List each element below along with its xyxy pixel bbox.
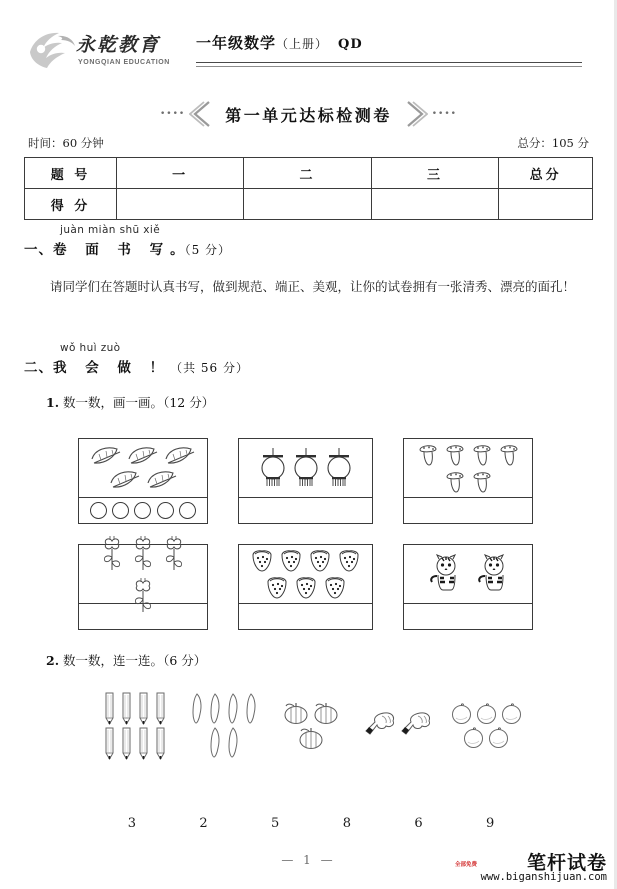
question-1-text: 数一数，画一画。	[63, 395, 164, 410]
cabbage-icon	[400, 710, 434, 740]
score-header-label: 题 号	[25, 158, 117, 189]
carrot-icon-group	[184, 686, 264, 764]
strawberry-icon	[336, 548, 362, 573]
flower-icon	[160, 533, 188, 573]
section-two-title	[24, 356, 584, 376]
picture-box-strawberry-images	[239, 545, 372, 604]
orange-icon	[462, 726, 485, 749]
acorn-icon	[470, 442, 494, 467]
section-one	[24, 224, 584, 258]
subject-grade: 一年级数学	[196, 34, 277, 52]
score-header-2: 二	[244, 158, 371, 189]
question-1-boxes	[78, 438, 533, 630]
pumpkin-icon	[282, 701, 310, 725]
leaf-icon	[145, 469, 179, 491]
section-two-pinyin: wǒ huì zuò	[60, 342, 121, 354]
question-1-row-2	[78, 544, 533, 630]
picture-box-acorn-answer[interactable]	[404, 498, 532, 523]
carrot-icon	[243, 692, 259, 725]
watermark-url: www.biganshijuan.com	[480, 871, 607, 883]
number-option[interactable]: 8	[342, 816, 351, 831]
question-2-text: 数一数，连一连。	[63, 653, 164, 668]
section-two-number: 二、	[24, 360, 53, 376]
question-2-points: （6 分）	[163, 653, 207, 668]
pencil-icon	[120, 726, 135, 760]
question-1-row-1	[78, 438, 533, 524]
picture-box-acorn-images	[404, 439, 532, 498]
chevron-left-ornament-icon	[160, 101, 211, 127]
lantern-icon	[291, 447, 321, 489]
publisher-name-cn: 永乾教育	[76, 34, 161, 56]
image-group-pencil[interactable]	[96, 686, 176, 764]
lantern-icon-group	[239, 439, 372, 497]
score-table	[24, 157, 593, 220]
question-1-points: （12 分）	[163, 395, 215, 410]
question-2-number-options	[96, 816, 526, 831]
picture-box-leaf-images	[79, 439, 207, 498]
score-cell-2[interactable]	[244, 189, 371, 220]
leaf-icon	[108, 469, 142, 491]
swoosh-logo-icon	[28, 30, 76, 70]
answer-circle	[157, 502, 174, 519]
question-2-label: 2.	[46, 653, 60, 668]
answer-circle	[90, 502, 107, 519]
cabbage-icon	[364, 710, 398, 740]
question-2-image-groups	[96, 686, 526, 764]
picture-box-strawberry[interactable]	[238, 544, 373, 630]
picture-box-flower-answer[interactable]	[79, 604, 207, 629]
section-one-body	[24, 272, 590, 302]
carrot-icon	[207, 726, 223, 759]
section-one-body-text: 请同学们在答题时认真书写，做到规范、端正、美观，让你的试卷拥有一张清秀、漂亮的面孔！	[50, 279, 576, 294]
leaf-icon	[126, 445, 160, 467]
table-row-headers	[25, 158, 593, 189]
exam-title-row	[0, 98, 617, 130]
carrot-icon	[225, 726, 241, 759]
picture-box-lantern-answer[interactable]	[239, 498, 372, 523]
question-2-prompt	[46, 651, 206, 669]
section-two-label: 我 会 做 ！	[53, 360, 171, 376]
picture-box-flower[interactable]	[78, 544, 208, 630]
picture-box-tiger-answer[interactable]	[404, 604, 532, 629]
strawberry-icon	[249, 548, 275, 573]
score-row-label: 得 分	[25, 189, 117, 220]
volume-label: （上册）	[276, 37, 329, 51]
section-one-title	[24, 238, 584, 258]
pumpkin-icon	[312, 701, 340, 725]
lantern-icon	[324, 447, 354, 489]
picture-box-flower-images	[79, 545, 207, 604]
strawberry-icon-group	[239, 545, 372, 603]
orange-icon	[450, 702, 473, 725]
cabbage-icon-group	[359, 686, 439, 764]
leaf-icon-group	[79, 439, 207, 497]
question-2-matching	[96, 686, 526, 846]
lantern-icon	[258, 447, 288, 489]
section-one-pinyin: juàn miàn shū xiě	[60, 224, 161, 236]
score-header-1: 一	[116, 158, 243, 189]
number-option[interactable]: 3	[127, 816, 136, 831]
section-one-punct: 。	[170, 242, 185, 258]
page-number: — 1 —	[281, 853, 336, 867]
page-header	[0, 24, 617, 86]
strawberry-icon	[307, 548, 333, 573]
answer-circle	[112, 502, 129, 519]
score-cell-total[interactable]	[499, 189, 593, 220]
ornament-dots-right: ••••	[431, 109, 457, 119]
leaf-icon	[89, 445, 123, 467]
picture-box-acorn[interactable]	[403, 438, 533, 524]
carrot-icon	[207, 692, 223, 725]
page-title	[196, 32, 363, 53]
section-one-number: 一、	[24, 242, 53, 258]
pumpkin-icon-group	[271, 686, 351, 764]
pencil-icon	[154, 726, 169, 760]
pencil-icon	[137, 691, 152, 725]
flower-icon-group	[79, 545, 207, 603]
carrot-icon	[189, 692, 205, 725]
watermark-free-badge: 全部免费	[455, 862, 478, 868]
question-1-label: 1.	[46, 395, 60, 410]
picture-box-leaf[interactable]	[78, 438, 208, 524]
header-rule-top	[196, 62, 582, 63]
exam-meta	[28, 135, 589, 153]
chevron-right-ornament-icon	[406, 101, 457, 127]
acorn-icon	[443, 442, 467, 467]
answer-circle	[134, 502, 151, 519]
number-option[interactable]: 5	[271, 816, 280, 831]
answer-circle-group	[79, 498, 207, 523]
score-cell-3[interactable]	[371, 189, 498, 220]
number-option[interactable]: 6	[414, 816, 423, 831]
exam-title: 第一单元达标检测卷	[225, 105, 392, 125]
acorn-icon	[497, 442, 521, 467]
acorn-icon	[443, 469, 467, 494]
orange-icon-group	[446, 686, 526, 764]
section-two-points: （共 56 分）	[170, 361, 250, 375]
score-header-total: 总分	[499, 158, 593, 189]
acorn-icon-group	[404, 439, 532, 497]
acorn-icon	[470, 469, 494, 494]
number-option[interactable]: 2	[199, 816, 208, 831]
leaf-icon	[163, 445, 197, 467]
flower-icon	[98, 533, 126, 573]
section-one-points: （5 分）	[184, 243, 232, 257]
picture-box-lantern[interactable]	[238, 438, 373, 524]
strawberry-icon	[278, 548, 304, 573]
strawberry-icon	[264, 575, 290, 600]
orange-icon	[475, 702, 498, 725]
orange-icon	[487, 726, 510, 749]
picture-box-tiger-images	[404, 545, 532, 604]
number-option[interactable]: 9	[486, 816, 495, 831]
picture-box-lantern-images	[239, 439, 372, 498]
section-two	[24, 342, 584, 376]
score-cell-1[interactable]	[116, 189, 243, 220]
pencil-icon	[137, 726, 152, 760]
picture-box-leaf-answer[interactable]	[79, 498, 207, 523]
pencil-icon	[103, 691, 118, 725]
acorn-icon	[416, 442, 440, 467]
pencil-icon-group	[96, 686, 176, 764]
pumpkin-icon	[297, 726, 325, 750]
picture-box-tiger[interactable]	[403, 544, 533, 630]
edition-code: QD	[338, 37, 363, 52]
table-row-scores	[25, 189, 593, 220]
carrot-icon	[225, 692, 241, 725]
tiger-icon	[427, 554, 461, 594]
exam-total-score: 总分：105 分	[517, 136, 589, 150]
image-group-orange[interactable]	[446, 686, 526, 764]
publisher-logo	[28, 28, 178, 80]
watermark-brand-cn: 笔杆试卷	[526, 852, 607, 874]
watermark	[449, 848, 609, 888]
pencil-icon	[103, 726, 118, 760]
section-one-label: 卷 面 书 写	[53, 242, 171, 258]
tiger-icon	[475, 554, 509, 594]
picture-box-strawberry-answer[interactable]	[239, 604, 372, 629]
tiger-icon-group	[404, 545, 532, 603]
ornament-dots-left: ••••	[160, 109, 186, 119]
publisher-name-en: YONGQIAN EDUCATION	[78, 59, 170, 66]
image-group-carrot[interactable]	[184, 686, 264, 764]
answer-circle	[179, 502, 196, 519]
strawberry-icon	[293, 575, 319, 600]
exam-duration: 时间：60 分钟	[28, 136, 104, 150]
score-header-3: 三	[371, 158, 498, 189]
strawberry-icon	[322, 575, 348, 600]
header-rule-bottom	[196, 66, 582, 67]
flower-icon	[129, 533, 157, 573]
pencil-icon	[154, 691, 169, 725]
question-1-prompt	[46, 393, 214, 411]
pencil-icon	[120, 691, 135, 725]
image-group-cabbage[interactable]	[359, 686, 439, 764]
image-group-pumpkin[interactable]	[271, 686, 351, 764]
orange-icon	[500, 702, 523, 725]
